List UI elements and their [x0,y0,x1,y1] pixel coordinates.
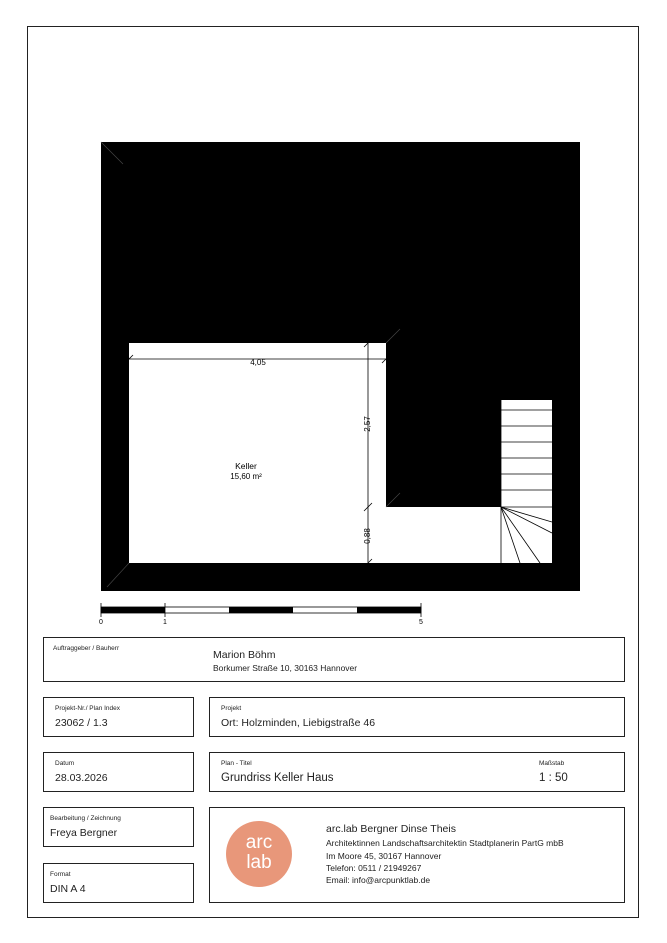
plan-title-value: Grundriss Keller Haus [221,772,334,784]
client-label: Auftraggeber / Bauherr [53,645,120,652]
drawn-by-box [43,807,194,847]
project-label: Projekt [221,705,242,712]
dimension-lower-label: 0,88 [363,528,372,544]
office-address: Im Moore 45, 30167 Hannover [326,851,442,861]
room-name-label: Keller [235,461,257,471]
logo-text-top: arc [245,832,273,853]
scale-label-0: 0 [99,619,103,626]
client-name: Marion Böhm [213,649,276,661]
project-number-box [43,697,194,737]
scale-bar [101,603,421,617]
drawn-by-value: Freya Bergner [50,827,118,839]
project-value: Ort: Holzminden, Liebigstraße 46 [221,717,376,729]
format-label: Format [50,871,71,878]
date-box [43,752,194,792]
drawn-by-label: Bearbeitung / Zeichnung [50,815,121,822]
office-box [209,807,625,903]
plan-title-box [209,752,625,792]
project-box [209,697,625,737]
client-address: Borkumer Straße 10, 30163 Hannover [213,663,358,673]
office-email: Email: info@arcpunktlab.de [326,875,431,885]
format-box [43,863,194,903]
scale-label-5: 5 [419,619,423,626]
project-number-value: 23062 / 1.3 [55,717,108,729]
project-number-label: Projekt-Nr./ Plan Index [55,705,121,712]
date-label: Datum [55,760,75,767]
scale-ratio-value: 1 : 50 [539,772,568,784]
office-phone: Telefon: 0511 / 21949267 [326,863,422,873]
dimension-width-label: 4,05 [250,358,266,367]
dimension-height-label: 2,57 [363,416,372,432]
office-name: arc.lab Bergner Dinse Theis [326,823,456,835]
room-keller [129,343,386,563]
staircase [501,400,552,563]
logo-text-bottom: lab [246,852,272,873]
scale-label-1: 1 [163,619,167,626]
date-value: 28.03.2026 [55,772,108,784]
office-description: Architektinnen Landschaftsarchitektin Stadtplanerin PartG mbB [326,838,564,848]
format-value: DIN A 4 [50,883,86,895]
plan-title-label: Plan - Titel [221,760,252,767]
client-box [43,637,625,682]
room-area-label: 15,60 m² [230,472,262,481]
scale-ratio-label: Maßstab [539,760,565,767]
arclab-logo [226,821,292,887]
